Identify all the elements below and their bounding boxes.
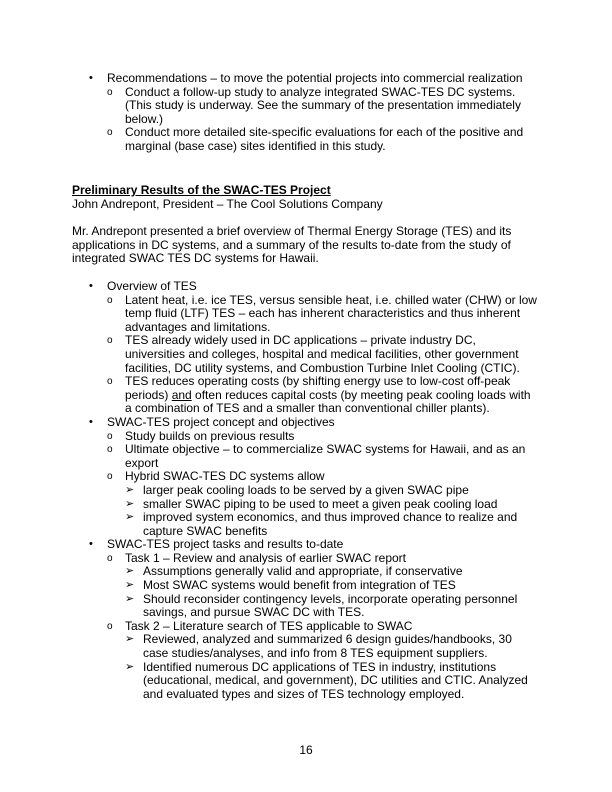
arrow-item-smaller-piping: ➢ smaller SWAC piping to be used to meet a given peak cooling load [125,496,498,511]
arrow-item-improved-economics: ➢ improved system economics, and thus improved chance to realize and capture SWAC benefits [125,510,518,538]
arrow-item-identified: ➢ Identified numerous DC applications of TES in industry, institutions (educational, medical, and government), DC utilities and CTIC. Analyzed and evaluated types and sizes of TES technology employed. [125,659,528,701]
page-number: 16 [299,743,313,757]
sub-bullet-study-builds: o Study builds on previous results [107,428,295,443]
arrow-item-reconsider: ➢ Should reconsider contingency levels, incorporate operating personnel savings, and pursue SWAC DC with TES. [125,591,518,620]
arrow-item-larger-loads: ➢ larger peak cooling loads to be served by a given SWAC pipe [125,482,469,497]
arrow-item-reviewed: ➢ Reviewed, analyzed and summarized 6 design guides/handbooks, 30 case studies/analyses, and info from 8 TES equipment suppliers. [125,632,512,661]
circle-bullet-icon: o [107,444,113,456]
section-header [0,184,443,211]
arrow-bullet-icon: ➢ [125,565,135,578]
bullet-icon: • [89,415,93,428]
sub-bullet-task-2: o Task 2 – Literature search of TES applicable to SWAC [107,618,413,633]
arrow-bullet-icon: ➢ [125,592,135,605]
circle-bullet-icon: o [107,86,113,98]
circle-bullet-icon: o [107,127,113,139]
arrow-bullet-icon: ➢ [125,660,135,673]
sub-bullet-site-evaluations: o Conduct more detailed site-specific evaluations for each of the positive and marginal (base case) sites identified in this study. [107,125,524,153]
arrow-bullet-icon: ➢ [125,579,135,592]
arrow-bullet-icon: ➢ [125,497,135,510]
bullet-icon: • [89,538,93,551]
presenter: John Andrepont, President – The Cool Solutions Company [72,196,383,211]
intro-paragraph: Mr. Andrepont presented a brief overview of Thermal Energy Storage (TES) and its applications in DC systems, and a summary of the results to-date from the study of integrated SWAC TES DC systems for Hawaii. [72,224,512,266]
sub-bullet-ultimate-objective: o Ultimate objective – to commercialize SWAC systems for Hawaii, and as an export [107,442,526,470]
sub-bullet-tes-widely-used: o TES already widely used in DC applications – private industry DC, universities and colleges, hospital and medical facilities, other government facilities, DC utility systems, and Combustion Turbine Inlet Cooling (CTIC). [107,333,520,375]
recommendations-block [0,72,612,154]
section-title: Preliminary Results of the SWAC-TES Project [72,183,331,197]
arrow-bullet-icon: ➢ [125,483,135,496]
arrow-bullet-icon: ➢ [125,633,135,646]
sub-bullet-tes-reduces-costs: o TES reduces operating costs (by shifting energy use to low-cost off-peak periods) and often reduces capital costs (by meeting peak cooling loads with a combination of TES and a smaller than conventional chiller plants). [107,374,531,416]
arrow-item-assumptions: ➢ Assumptions generally valid and appropriate, if conservative [125,564,463,579]
circle-bullet-icon: o [107,294,113,306]
circle-bullet-icon: o [107,430,113,442]
bullet-icon: • [89,72,93,84]
bullet-overview: • Overview of TES [89,279,197,293]
sub-bullet-latent-heat: o Latent heat, i.e. ice TES, versus sensible heat, i.e. chilled water (CHW) or low temp fluid (LTF) TES – each has inherent characteristics and thus inherent advantages and limitations. [107,292,537,334]
bullet-icon: • [89,280,93,292]
circle-bullet-icon: o [107,552,113,564]
circle-bullet-icon: o [107,335,113,347]
arrow-bullet-icon: ➢ [125,511,135,524]
circle-bullet-icon: o [107,471,113,483]
bullet-tasks: • SWAC-TES project tasks and results to-date [89,537,344,552]
main-list [0,280,612,701]
arrow-item-most-swac: ➢ Most SWAC systems would benefit from integration of TES [125,578,456,593]
sub-bullet-task-1: o Task 1 – Review and analysis of earlier SWAC report [107,550,407,565]
circle-bullet-icon: o [107,376,113,388]
sub-bullet-follow-up: o Conduct a follow-up study to analyze integrated SWAC-TES DC systems. (This study is underway. See the summary of the presentation immediately below.) [107,84,521,126]
underlined-and: and [171,387,192,402]
circle-bullet-icon: o [107,620,113,632]
sub-bullet-hybrid-systems: o Hybrid SWAC-TES DC systems allow [107,469,325,484]
bullet-recommendations: • Recommendations – to move the potential projects into commercial realization [89,71,523,85]
bullet-concept: • SWAC-TES project concept and objectives [89,414,335,429]
